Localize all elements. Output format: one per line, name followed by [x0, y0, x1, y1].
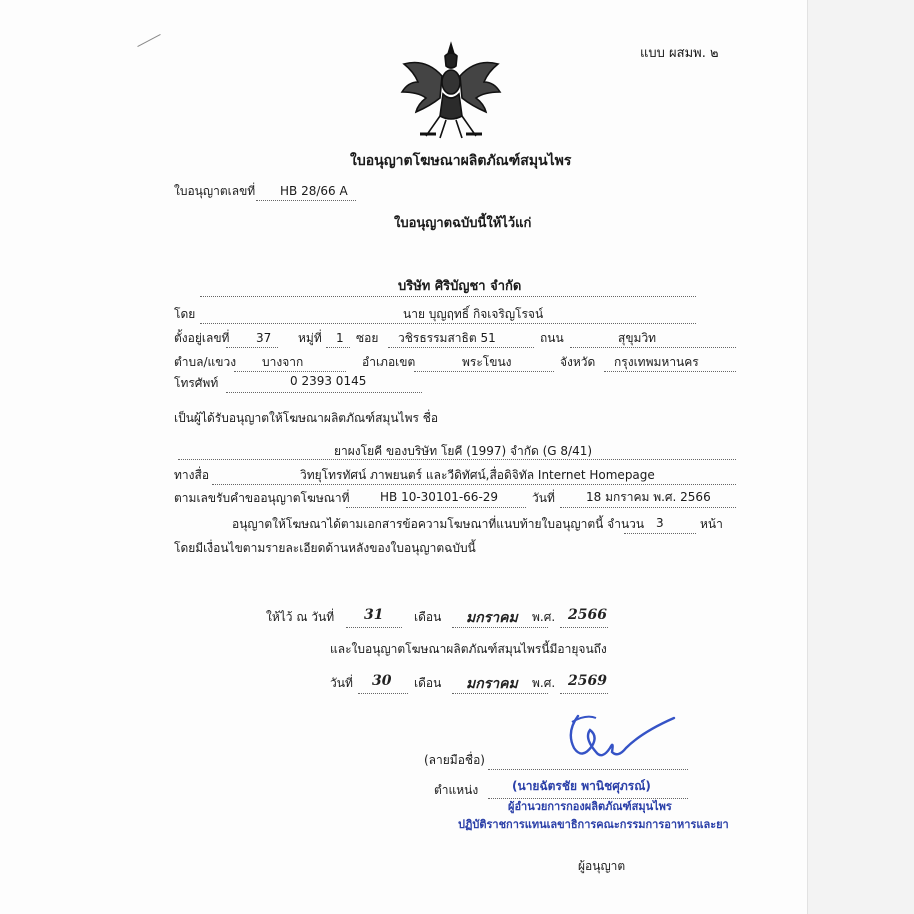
expiry-month-label: เดือน	[414, 676, 442, 690]
road-label: ถนน	[540, 331, 564, 345]
moo-value: 1	[336, 331, 344, 345]
house-label: ตั้งอยู่เลขที่	[174, 331, 230, 345]
issued-date-label: ให้ไว้ ณ วันที่	[266, 610, 335, 624]
licensee-sentence: เป็นผู้ได้รับอนุญาตให้โฆษณาผลิตภัณฑ์สมุนไพร ชื่อ	[174, 411, 439, 425]
expiry-day: 30	[372, 673, 392, 689]
expiry-month: มกราคม	[466, 676, 518, 692]
house-value: 37	[256, 331, 272, 345]
issued-month: มกราคม	[466, 610, 518, 626]
moo-label: หมู่ที่	[298, 331, 322, 345]
by-label: โดย	[174, 307, 196, 321]
issued-year: 2566	[568, 607, 607, 623]
district-label: อำเภอเขต	[362, 355, 416, 369]
issued-day: 31	[364, 607, 384, 623]
signer-name: (นายฉัตรชัย พานิชศุภรณ์)	[512, 779, 651, 793]
request-value: HB 10-30101-66-29	[380, 490, 499, 504]
approval-text: อนุญาตให้โฆษณาได้ตามเอกสารข้อความโฆษณาที่แนบท้ายใบอนุญาตนี้ จำนวน	[232, 517, 645, 531]
phone-label: โทรศัพท์	[174, 376, 219, 390]
expiry-year: 2569	[568, 673, 607, 689]
issued-month-label: เดือน	[414, 610, 442, 624]
license-number-value: HB 28/66 A	[280, 184, 348, 198]
signer-title-2: ปฏิบัติราชการแทนเลขาธิการคณะกรรมการอาหารและยา	[458, 818, 729, 831]
garuda-emblem-icon	[396, 38, 506, 142]
page-count: 3	[656, 516, 664, 530]
document-title: ใบอนุญาตโฆษณาผลิตภัณฑ์สมุนไพร	[350, 153, 572, 169]
province-label: จังหวัด	[560, 355, 596, 369]
form-code: แบบ ผสมพ. ๒	[640, 46, 719, 61]
expiry-date-label: วันที่	[330, 676, 353, 690]
district-value: พระโขนง	[462, 355, 512, 369]
company-name: บริษัท ศิริบัญชา จำกัด	[398, 279, 522, 294]
road-value: สุขุมวิท	[618, 331, 657, 345]
issued-to-heading: ใบอนุญาตฉบับนี้ให้ไว้แก่	[394, 216, 532, 231]
phone-value: 0 2393 0145	[290, 374, 367, 388]
issued-year-label: พ.ศ.	[532, 610, 556, 624]
position-label: ตำแหน่ง	[434, 783, 479, 797]
signature-label: (ลายมือชื่อ)	[424, 753, 485, 767]
expiry-year-label: พ.ศ.	[532, 676, 556, 690]
scan-edge	[807, 0, 914, 914]
by-value: นาย บุญฤทธิ์ กิจเจริญโรจน์	[403, 307, 544, 321]
request-date-value: 18 มกราคม พ.ศ. 2566	[586, 490, 711, 504]
subdistrict-label: ตำบล/แขวง	[174, 355, 237, 369]
soi-value: วชิรธรรมสาธิต 51	[398, 331, 496, 345]
signature-mark-icon	[562, 708, 692, 768]
license-number-label: ใบอนุญาตเลขที่	[174, 184, 256, 198]
page-unit: หน้า	[700, 517, 723, 531]
request-label: ตามเลขรับคำขออนุญาตโฆษณาที่	[174, 491, 350, 505]
request-date-label: วันที่	[532, 491, 555, 505]
subdistrict-value: บางจาก	[262, 355, 304, 369]
valid-until-text: และใบอนุญาตโฆษณาผลิตภัณฑ์สมุนไพรนี้มีอายุจนถึง	[330, 642, 607, 656]
media-value: วิทยุโทรทัศน์ ภาพยนตร์ และวีดิทัศน์,สื่อดิจิทัล Internet Homepage	[300, 468, 655, 482]
soi-label: ซอย	[356, 331, 379, 345]
province-value: กรุงเทพมหานคร	[614, 355, 699, 369]
conditions-text: โดยมีเงื่อนไขตามรายละเอียดด้านหลังของใบอนุญาตฉบับนี้	[174, 541, 476, 555]
scan-mark	[137, 34, 160, 47]
signer-title-1: ผู้อำนวยการกองผลิตภัณฑ์สมุนไพร	[508, 800, 672, 813]
authorizer-role: ผู้อนุญาต	[578, 859, 626, 873]
media-label: ทางสื่อ	[174, 468, 210, 482]
product-name: ยาผงโยคี ของบริษัท โยคี (1997) จำกัด (G 8/41)	[334, 444, 593, 458]
